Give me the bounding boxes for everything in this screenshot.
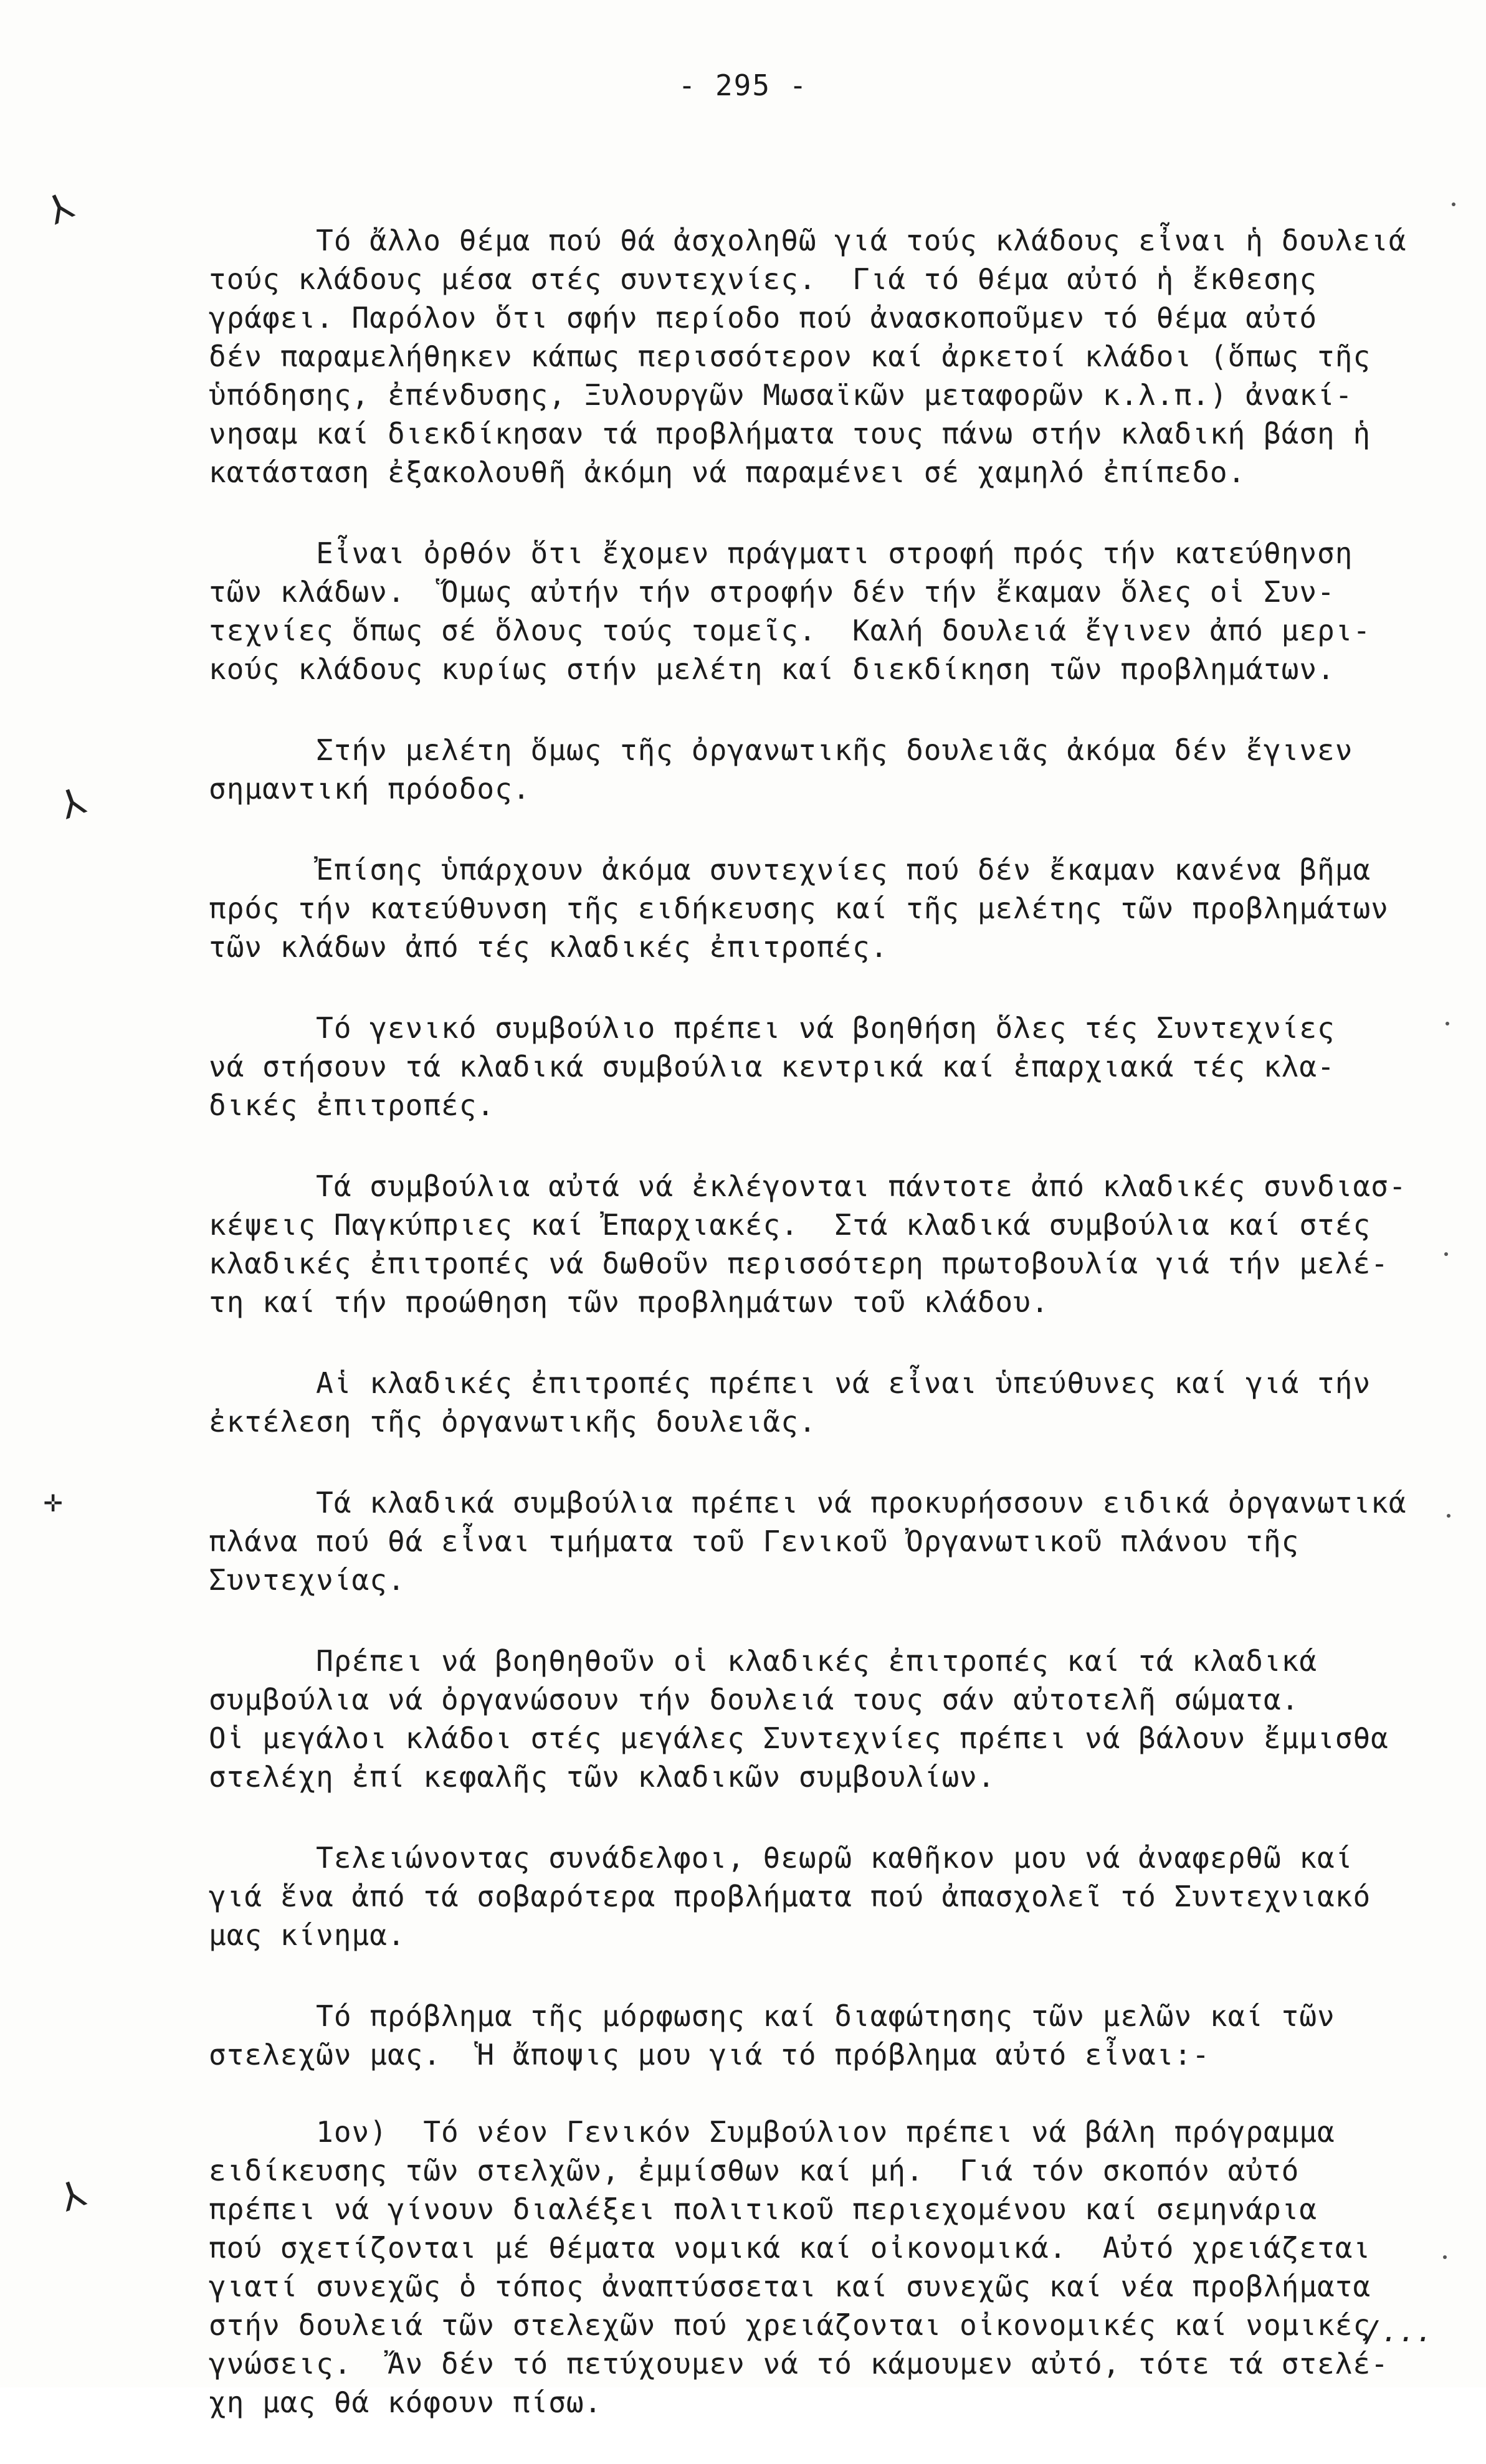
scan-speck: [1447, 1514, 1450, 1518]
margin-annotation-mark: ⅄: [54, 2171, 91, 2221]
text-line: νά στήσουν τά κλαδικά συμβούλια κεντρικά καί ἐπαρχιακά τές κλα-: [209, 1050, 1335, 1083]
text-line: κατάσταση ἐξακολουθῆ ἀκόμη νά παραμένει σέ χαμηλό ἐπίπεδο.: [209, 455, 1246, 489]
text-line: Τά συμβούλια αὐτά νά ἐκλέγονται πάντοτε ἀπό κλαδικές συνδιασ-: [209, 1169, 1407, 1203]
text-line: γνώσεις. Ἄν δέν τό πετύχουμεν νά τό κάμουμεν αὐτό, τότε τά στελέ-: [209, 2347, 1389, 2381]
paragraph: [209, 1642, 1449, 1796]
scan-speck: [1446, 1022, 1449, 1025]
text-line: Πρέπει νά βοηθηθοῦν οἱ κλαδικές ἐπιτροπές καί τά κλαδικά: [209, 1644, 1318, 1678]
text-line: τῶν κλάδων ἀπό τές κλαδικές ἐπιτροπές.: [209, 930, 888, 964]
page-number: - 295 -: [678, 69, 808, 102]
scan-speck: [1444, 1252, 1448, 1256]
text-line: [209, 2074, 1449, 2113]
text-line: πρέπει νά γίνουν διαλέξει πολιτικοῦ περιεχομένου καί σεμηνάρια: [209, 2192, 1318, 2226]
text-line: Στήν μελέτη ὅμως τῆς ὀργανωτικῆς δουλειᾶς ἀκόμα δέν ἔγινεν: [209, 733, 1353, 767]
text-line: συμβούλια νά ὀργανώσουν τήν δουλειά τους σάν αὐτοτελῆ σώματα.: [209, 1683, 1300, 1716]
paragraph: [209, 1997, 1449, 2422]
text-line: Αἱ κλαδικές ἐπιτροπές πρέπει νά εἶναι ὑπεύθυνες καί γιά τήν: [209, 1366, 1371, 1400]
paragraph: [209, 534, 1449, 688]
text-line: κλαδικές ἐπιτροπές νά δωθοῦν περισσότερη πρωτοβουλία γιά τήν μελέ-: [209, 1247, 1389, 1280]
text-line: κούς κλάδους κυρίως στήν μελέτη καί διεκδίκηση τῶν προβλημάτων.: [209, 652, 1335, 686]
paragraph: [209, 1483, 1449, 1599]
text-line: γράφει. Παρόλον ὅτι σφήν περίοδο πού ἀνασκοποῦμεν τό θέμα αὐτό: [209, 301, 1318, 335]
text-line: τούς κλάδους μέσα στές συντεχνίες. Γιά τό θέμα αὐτό ἡ ἔκθεσης: [209, 262, 1318, 296]
text-line: Εἶναι ὀρθόν ὅτι ἔχομεν πράγματι στροφή πρός τήν κατεύθηνση: [209, 536, 1353, 570]
text-line: Τό πρόβλημα τῆς μόρφωσης καί διαφώτησης τῶν μελῶν καί τῶν: [209, 1999, 1335, 2033]
text-line: πλάνα πού θά εἶναι τμήματα τοῦ Γενικοῦ Ὀργανωτικοῦ πλάνου τῆς: [209, 1525, 1300, 1558]
text-line: χη μας θά κόφουν πίσω.: [209, 2386, 602, 2419]
text-line: νησαμ καί διεκδίκησαν τά προβλήματα τους πάνω στήν κλαδική βάση ἡ: [209, 417, 1371, 450]
text-line: στήν δουλειά τῶν στελεχῶν πού χρειάζονται οἰκονομικές καί νομικές: [209, 2308, 1371, 2342]
text-line: τη καί τήν προώθηση τῶν προβλημάτων τοῦ κλάδου.: [209, 1285, 1049, 1319]
paragraph: [209, 1364, 1449, 1441]
text-line: Ἐπίσης ὑπάρχουν ἀκόμα συντεχνίες πού δέν ἔκαμαν κανένα βῆμα: [209, 853, 1371, 887]
paragraph: [209, 221, 1449, 492]
text-line: στελεχῶν μας. Ἡ ἄποψις μου γιά τό πρόβλημα αὐτό εἶναι:-: [209, 2038, 1210, 2072]
text-line: ἐκτέλεση τῆς ὀργανωτικῆς δουλειᾶς.: [209, 1405, 817, 1439]
text-line: Τά κλαδικά συμβούλια πρέπει νά προκυρήσσουν ειδικά ὀργανωτικά: [209, 1486, 1407, 1520]
text-line: δέν παραμελήθηκεν κάπως περισσότερον καί ἀρκετοί κλάδοι (ὅπως τῆς: [209, 340, 1371, 373]
margin-annotation-mark: ✛: [44, 1483, 63, 1519]
text-line: Τελειώνοντας συνάδελφοι, θεωρῶ καθῆκον μου νά ἀναφερθῶ καί: [209, 1841, 1353, 1875]
text-line: κέψεις Παγκύπριες καί Ἐπαρχιακές. Στά κλαδικά συμβούλια καί στές: [209, 1208, 1371, 1242]
text-line: πού σχετίζονται μέ θέματα νομικά καί οἰκονομικά. Αὐτό χρειάζεται: [209, 2231, 1371, 2265]
text-line: τῶν κλάδων. Ὅμως αὐτήν τήν στροφήν δέν τήν ἔκαμαν ὅλες οἱ Συν-: [209, 575, 1335, 609]
scan-speck: [1443, 2255, 1447, 2259]
text-line: ὑπόδησης, ἐπένδυσης, Ξυλουργῶν Μωσαϊκῶν μεταφορῶν κ.λ.π.) ἀνακί-: [209, 378, 1353, 412]
scan-speck: [1452, 202, 1455, 206]
margin-annotation-mark: ⅄: [40, 184, 80, 234]
continuation-mark: /...: [1364, 2314, 1433, 2348]
text-line: μας κίνημα.: [209, 1918, 406, 1952]
text-line: γιά ἕνα ἀπό τά σοβαρότερα προβλήματα πού ἀπασχολεῖ τό Συντεχνιακό: [209, 1880, 1371, 1913]
text-line: στελέχη ἐπί κεφαλῆς τῶν κλαδικῶν συμβουλίων.: [209, 1760, 996, 1794]
text-line: Συντεχνίας.: [209, 1563, 406, 1597]
text-line: Τό γενικό συμβούλιο πρέπει νά βοηθήση ὅλες τές Συντεχνίες: [209, 1011, 1335, 1045]
text-line: 1ον) Τό νέον Γενικόν Συμβούλιον πρέπει νά βάλη πρόγραμμα: [209, 2115, 1335, 2149]
paragraph: [209, 850, 1449, 966]
text-line: Τό ἄλλο θέμα πού θά ἀσχοληθῶ γιά τούς κλάδους εἶναι ἡ δουλειά: [209, 224, 1407, 257]
paragraph: [209, 731, 1449, 808]
paragraph: [209, 1167, 1449, 1321]
document-body: [209, 221, 1449, 2464]
text-line: δικές ἐπιτροπές.: [209, 1088, 495, 1122]
text-line: σημαντική πρόοδος.: [209, 772, 531, 806]
paragraph: [209, 1838, 1449, 1954]
text-line: Οἱ μεγάλοι κλάδοι στές μεγάλες Συντεχνίες πρέπει νά βάλουν ἔμμισθα: [209, 1721, 1389, 1755]
paragraph: [209, 1009, 1449, 1125]
text-line: γιατί συνεχῶς ὁ τόπος ἀναπτύσσεται καί συνεχῶς καί νέα προβλήματα: [209, 2270, 1371, 2303]
text-line: τεχνίες ὅπως σέ ὅλους τούς τομεῖς. Καλή δουλειά ἔγινεν ἀπό μερι-: [209, 614, 1371, 647]
text-line: ειδίκευσης τῶν στελχῶν, ἐμμίσθων καί μή. Γιά τόν σκοπόν αὐτό: [209, 2154, 1300, 2187]
text-line: πρός τήν κατεύθυνση τῆς ειδήκευσης καί τῆς μελέτης τῶν προβλημάτων: [209, 892, 1389, 925]
margin-annotation-mark: ⅄: [54, 779, 91, 829]
